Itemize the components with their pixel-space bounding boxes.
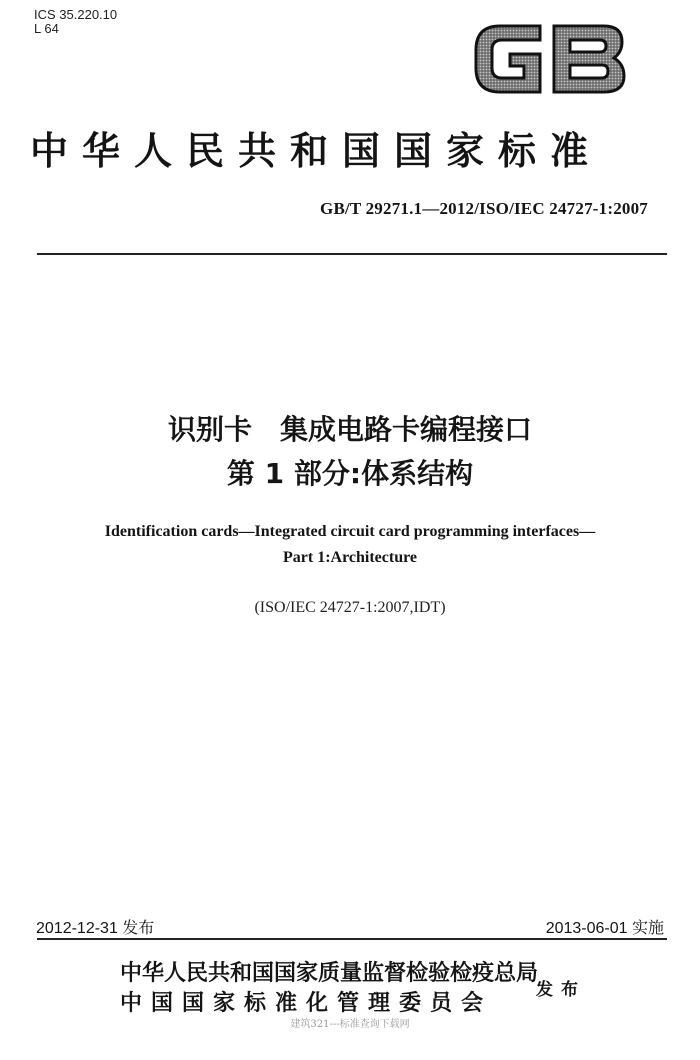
gb-logo-text: GB [470,20,472,21]
issuer-sac: 中国国家标准化管理委员会 [120,990,493,1016]
english-title-line-2: Part 1:Architecture [282,549,417,566]
watermark: 建筑321---标准查询下载网 [290,1019,410,1030]
national-standard-title: 中华人民共和国国家标准 [30,128,603,173]
standard-number: GB/T 29271.1—2012/ISO/IEC 24727-1:2007 [320,199,648,218]
publish-label: 发布 [536,980,586,1000]
chinese-title-line-2: 第 1 部分:体系结构 [226,457,474,490]
gb-logo [470,20,630,98]
implementation-date: 2013-06-01 实施 [545,920,664,937]
bottom-divider [37,938,667,940]
international-standard-identity: (ISO/IEC 24727-1:2007,IDT) [254,599,446,616]
issuer-aqsiq: 中华人民共和国国家质量监督检验检疫总局 [120,960,539,986]
ccs-code: L 64 [34,21,59,36]
top-divider [37,253,667,255]
english-title-line-1: Identification cards—Integrated circuit card programming interfaces— [104,523,596,540]
chinese-title-line-1: 识别卡 集成电路卡编程接口 [167,413,532,446]
ics-code: ICS 35.220.10 [34,7,118,22]
classification-codes [34,8,117,36]
issue-date: 2012-12-31 发布 [36,920,155,937]
